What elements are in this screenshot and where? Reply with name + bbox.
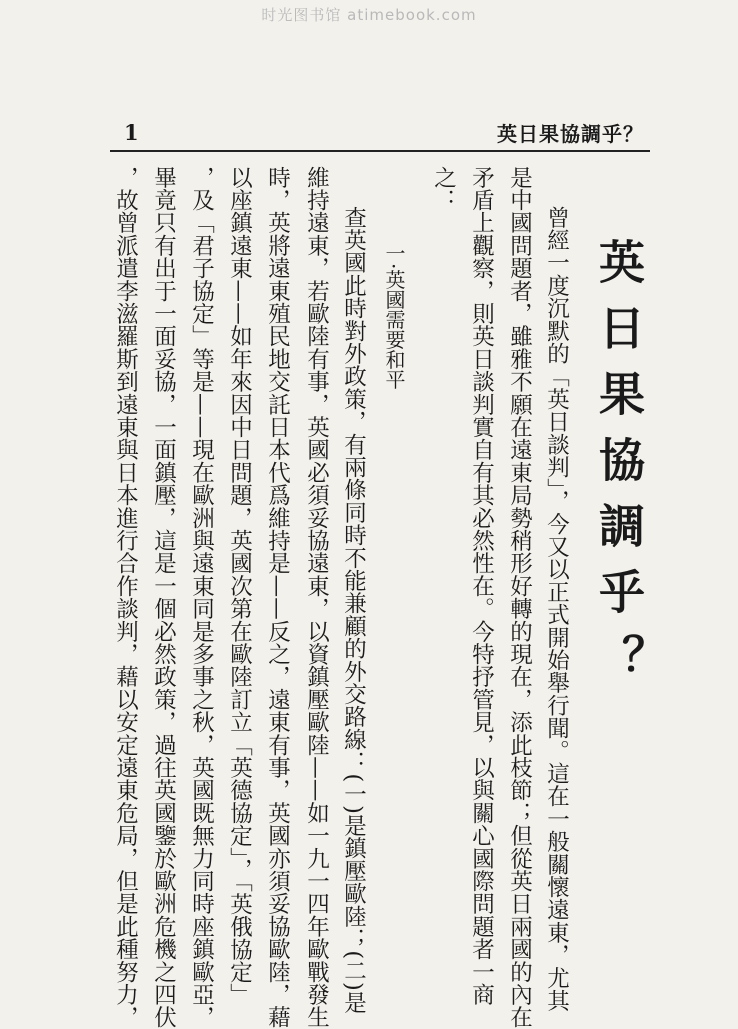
text-column-4: 之： — [430, 166, 457, 212]
section-subheading: 一·英國需要和平 — [382, 243, 406, 390]
text-column-9: ，及「君子協定」等是——現在歐洲與遠東同是多事之秋，英國既無力同時座鎮歐亞， — [188, 166, 215, 1029]
article-title: 英日果協調乎？ — [592, 238, 646, 700]
text-column-6: 維持遠東，若歐陸有事，英國必須妥協遠東，以資鎮壓歐陸——如一九一四年歐戰發生 — [303, 166, 330, 1029]
text-column-2: 是中國問題者，雖雅不願在遠東局勢稍形好轉的現在，添此枝節；但從英日兩國的內在 — [506, 166, 533, 1029]
text-column-3: 矛盾上觀察，則英日談判實自有其必然性在。今特抒管見，以與關心國際問題者一商 — [468, 166, 495, 1006]
text-column-8: 以座鎮遠東——如年來因中日問題，英國次第在歐陸訂立「英德協定」，「英俄協定」 — [226, 166, 253, 1007]
text-column-11: ，故曾派遣李滋羅斯到遠東與日本進行合作談判，藉以安定遠東危局，但是此種努力， — [112, 166, 139, 1029]
text-column-10: 畢竟只有出于一面妥協，一面鎮壓，這是一個必然政策，過往英國鑒於歐洲危機之四伏 — [150, 166, 177, 1029]
page-number: 1 — [124, 120, 139, 145]
text-column-1: 曾經一度沉默的「英日談判」，今又以正式開始舉行聞。這在一般關懷遠東，尤其 — [543, 206, 570, 1012]
text-column-7: 時，英將遠東殖民地交託日本代爲維持是——反之，遠東有事，英國亦須妥協歐陸，藉 — [264, 166, 291, 1029]
running-header: 英日果協調乎？ — [497, 122, 644, 146]
text-column-5: 查英國此時對外政策，有兩條同時不能兼顧的外交路線：(一)是鎮壓歐陸；(二)是 — [340, 206, 367, 1014]
watermark: 时光图书馆 atimebook.com — [261, 6, 477, 24]
header-rule — [110, 150, 650, 152]
